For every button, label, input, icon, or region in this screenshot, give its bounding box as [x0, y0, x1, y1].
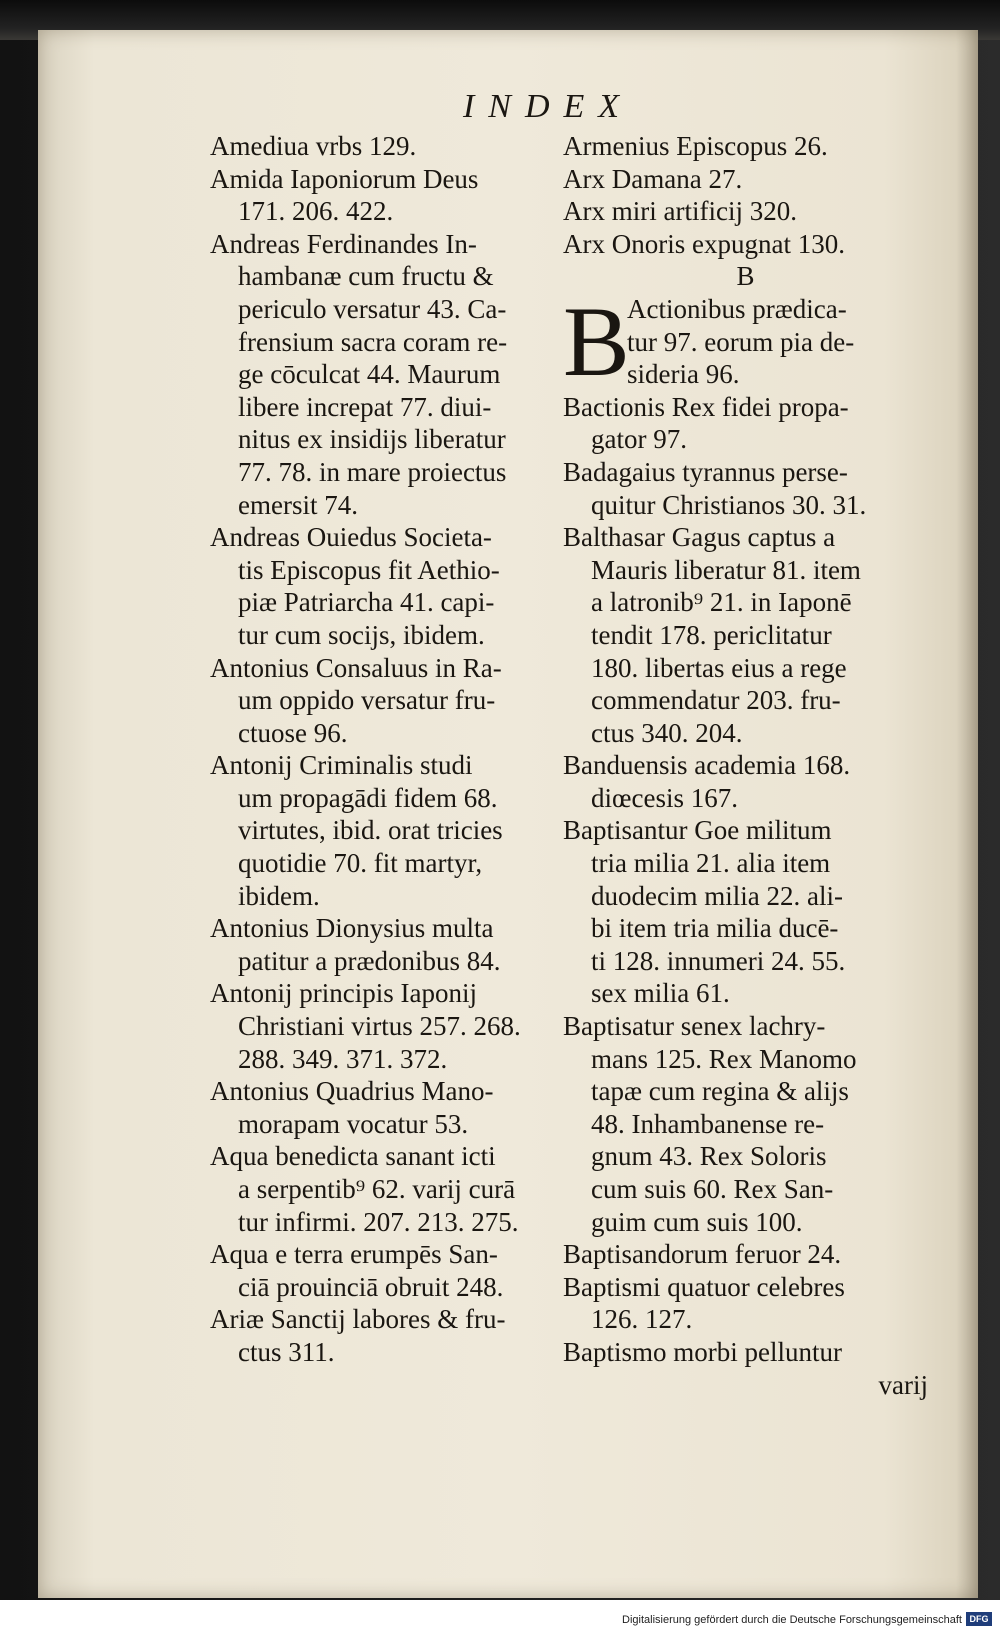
- index-entry-line: Antonius Consaluus in Ra-: [210, 652, 502, 683]
- index-entry-line: tur cum socijs, ibidem.: [238, 619, 485, 650]
- index-entry: [210, 228, 555, 521]
- index-entry-line: Aqua e terra erumpēs San-: [210, 1239, 498, 1270]
- index-entry-line: Armenius Episcopus 26.: [563, 131, 828, 161]
- index-entry-line: commendatur 203. fru-: [591, 685, 841, 716]
- index-entry-line: diœcesis 167.: [591, 782, 738, 813]
- index-entry-line: Amida Iaponiorum Deus: [210, 163, 479, 194]
- index-entry: [210, 130, 555, 163]
- index-entry: [210, 977, 555, 1075]
- index-entry: [563, 163, 928, 196]
- index-entry-line: morapam vocatur 53.: [238, 1108, 469, 1139]
- index-entry: [210, 1303, 555, 1368]
- index-entry-line: Baptisandorum feruor 24.: [563, 1239, 842, 1270]
- index-entry-line: tria milia 21. alia item: [591, 848, 831, 879]
- book-page: [38, 30, 978, 1598]
- index-entry-line: cum suis 60. Rex San-: [591, 1174, 834, 1205]
- index-entry: [563, 521, 928, 749]
- index-entry-line: Baptismo morbi pelluntur: [563, 1336, 842, 1367]
- index-entry: [210, 1238, 555, 1303]
- index-entry-line: Christiani virtus 257. 268.: [238, 1011, 521, 1042]
- index-entry-line: quotidie 70. fit martyr,: [238, 848, 483, 879]
- index-entry-line: tis Episcopus fit Aethio-: [238, 554, 500, 585]
- index-entry: [563, 749, 928, 814]
- index-entry-line: ciā prouinciā obruit 248.: [238, 1271, 504, 1302]
- dropcap-entry: [563, 285, 928, 397]
- index-entry-line: Antonius Dionysius multa: [210, 913, 494, 944]
- index-entry-line: a serpentib⁹ 62. varij curā: [238, 1174, 516, 1204]
- index-entry: [563, 391, 928, 456]
- index-entry: [210, 1075, 555, 1140]
- index-entry-line: 77. 78. in mare proiectus: [238, 456, 507, 487]
- index-entry-line: Bactionis Rex fidei propa-: [563, 391, 849, 422]
- index-entry-line: 48. Inhambanense re-: [591, 1108, 825, 1139]
- index-entry-line: um propagādi fidem 68.: [238, 782, 498, 813]
- index-entry-line: tendit 178. periclitatur: [591, 619, 832, 650]
- dfg-logo: DFG: [966, 1612, 992, 1626]
- dropcap-lines: [627, 293, 854, 391]
- index-entry-line: Mauris liberatur 81. item: [591, 554, 861, 585]
- index-entry-line: Andreas Ferdinandes In-: [210, 228, 477, 259]
- index-entry-line: bi item tria milia ducē-: [591, 913, 839, 944]
- index-entry-line: Ariæ Sanctij labores & fru-: [210, 1304, 506, 1335]
- dropcap-line: tur 97. eorum pia de-: [627, 326, 855, 357]
- index-entry: [210, 749, 555, 912]
- index-entry-line: gnum 43. Rex Soloris: [591, 1141, 827, 1172]
- index-entry-line: periculo versatur 43. Ca-: [238, 293, 507, 324]
- index-entry-line: Arx Onoris expugnat 130.: [563, 228, 845, 259]
- index-entry-line: Andreas Ouiedus Societa-: [210, 522, 492, 553]
- index-entry: [563, 130, 928, 163]
- index-entry-line: 180. libertas eius a rege: [591, 652, 847, 683]
- index-entry-line: emersit 74.: [238, 489, 358, 520]
- index-entry-line: hambanæ cum fructu &: [238, 261, 494, 292]
- index-entry-line: ctus 311.: [238, 1336, 335, 1367]
- index-entry-line: 126. 127.: [591, 1304, 693, 1335]
- index-entry-line: guim cum suis 100.: [591, 1206, 803, 1237]
- index-entry: [210, 912, 555, 977]
- page-edge-shadow: [956, 30, 978, 1598]
- index-entry-line: Antonius Quadrius Mano-: [210, 1076, 494, 1107]
- index-entry-line: mans 125. Rex Manomo: [591, 1043, 857, 1074]
- index-entry: [563, 1271, 928, 1336]
- index-entry-line: patitur a prædonibus 84.: [238, 945, 501, 976]
- index-entry-line: Antonij principis Iaponij: [210, 978, 477, 1009]
- index-entry-line: tur infirmi. 207. 213. 275.: [238, 1206, 519, 1237]
- index-entry-line: Arx Damana 27.: [563, 163, 743, 194]
- index-entry-line: duodecim milia 22. ali-: [591, 880, 843, 911]
- index-entry-line: 288. 349. 371. 372.: [238, 1043, 448, 1074]
- index-entry-line: Baptisantur Goe militum: [563, 815, 832, 846]
- index-entry-line: ctuose 96.: [238, 717, 348, 748]
- index-entry-line: tapæ cum regina & alijs: [591, 1076, 849, 1107]
- index-entry-line: frensium sacra coram re-: [238, 326, 508, 357]
- index-entry-line: Badagaius tyrannus perse-: [563, 456, 848, 487]
- index-entry-line: 171. 206. 422.: [238, 196, 394, 227]
- index-entry: [563, 1010, 928, 1238]
- index-entry-line: a latronib⁹ 21. in Iaponē: [591, 587, 852, 618]
- index-entry: [563, 814, 928, 1010]
- index-entry-line: Aqua benedicta sanant icti: [210, 1141, 496, 1172]
- index-entry: [563, 228, 928, 261]
- index-entry: [563, 456, 928, 521]
- index-column-left: [210, 130, 555, 1369]
- index-entries-b: [563, 391, 928, 1369]
- index-entry: [210, 163, 555, 228]
- index-entries-a: [563, 130, 928, 260]
- index-entry-line: um oppido versatur fru-: [238, 685, 496, 716]
- dropcap-line: Actionibus prædica-: [627, 293, 847, 324]
- footer-credit: Digitalisierung gefördert durch die Deutsche Forschungsgemeinschaft: [622, 1614, 962, 1626]
- index-entry-line: nitus ex insidijs liberatur: [238, 424, 506, 455]
- index-entry-line: Banduensis academia 168.: [563, 750, 851, 781]
- catchword: varij: [878, 1369, 928, 1400]
- index-entry-line: ctus 340. 204.: [591, 717, 743, 748]
- index-column-right: [563, 130, 928, 1401]
- index-entry: [563, 1336, 928, 1369]
- index-entry-line: Amediua vrbs 129.: [210, 131, 417, 161]
- page-header: INDEX: [462, 88, 634, 125]
- dropcap-line: sideria 96.: [627, 359, 740, 390]
- index-entry-line: Balthasar Gagus captus a: [563, 522, 836, 553]
- index-entry-line: ti 128. innumeri 24. 55.: [591, 945, 846, 976]
- index-entry-line: Arx miri artificij 320.: [563, 196, 797, 227]
- index-entry-line: piæ Patriarcha 41. capi-: [238, 587, 495, 618]
- section-letter: B: [736, 261, 755, 292]
- index-entry: [210, 521, 555, 651]
- index-entry: [563, 195, 928, 228]
- index-entry: [210, 652, 555, 750]
- index-entry-line: Baptisatur senex lachry-: [563, 1011, 826, 1042]
- index-entry: [563, 1238, 928, 1271]
- index-entry-line: Baptismi quatuor celebres: [563, 1271, 845, 1302]
- footer-bar: [0, 1600, 1000, 1633]
- index-entry-line: ge cōculcat 44. Maurum: [238, 359, 501, 390]
- index-entry-line: quitur Christianos 30. 31.: [591, 489, 867, 520]
- index-entry-line: ibidem.: [238, 880, 320, 911]
- index-entry-line: Antonij Criminalis studi: [210, 750, 473, 781]
- index-entry: [210, 1140, 555, 1238]
- index-entry-line: sex milia 61.: [591, 978, 730, 1009]
- index-entry-line: gator 97.: [591, 424, 687, 455]
- index-entry-line: libere increpat 77. diui-: [238, 391, 492, 422]
- dropcap-letter: B: [563, 285, 630, 397]
- index-entry-line: virtutes, ibid. orat tricies: [238, 815, 503, 846]
